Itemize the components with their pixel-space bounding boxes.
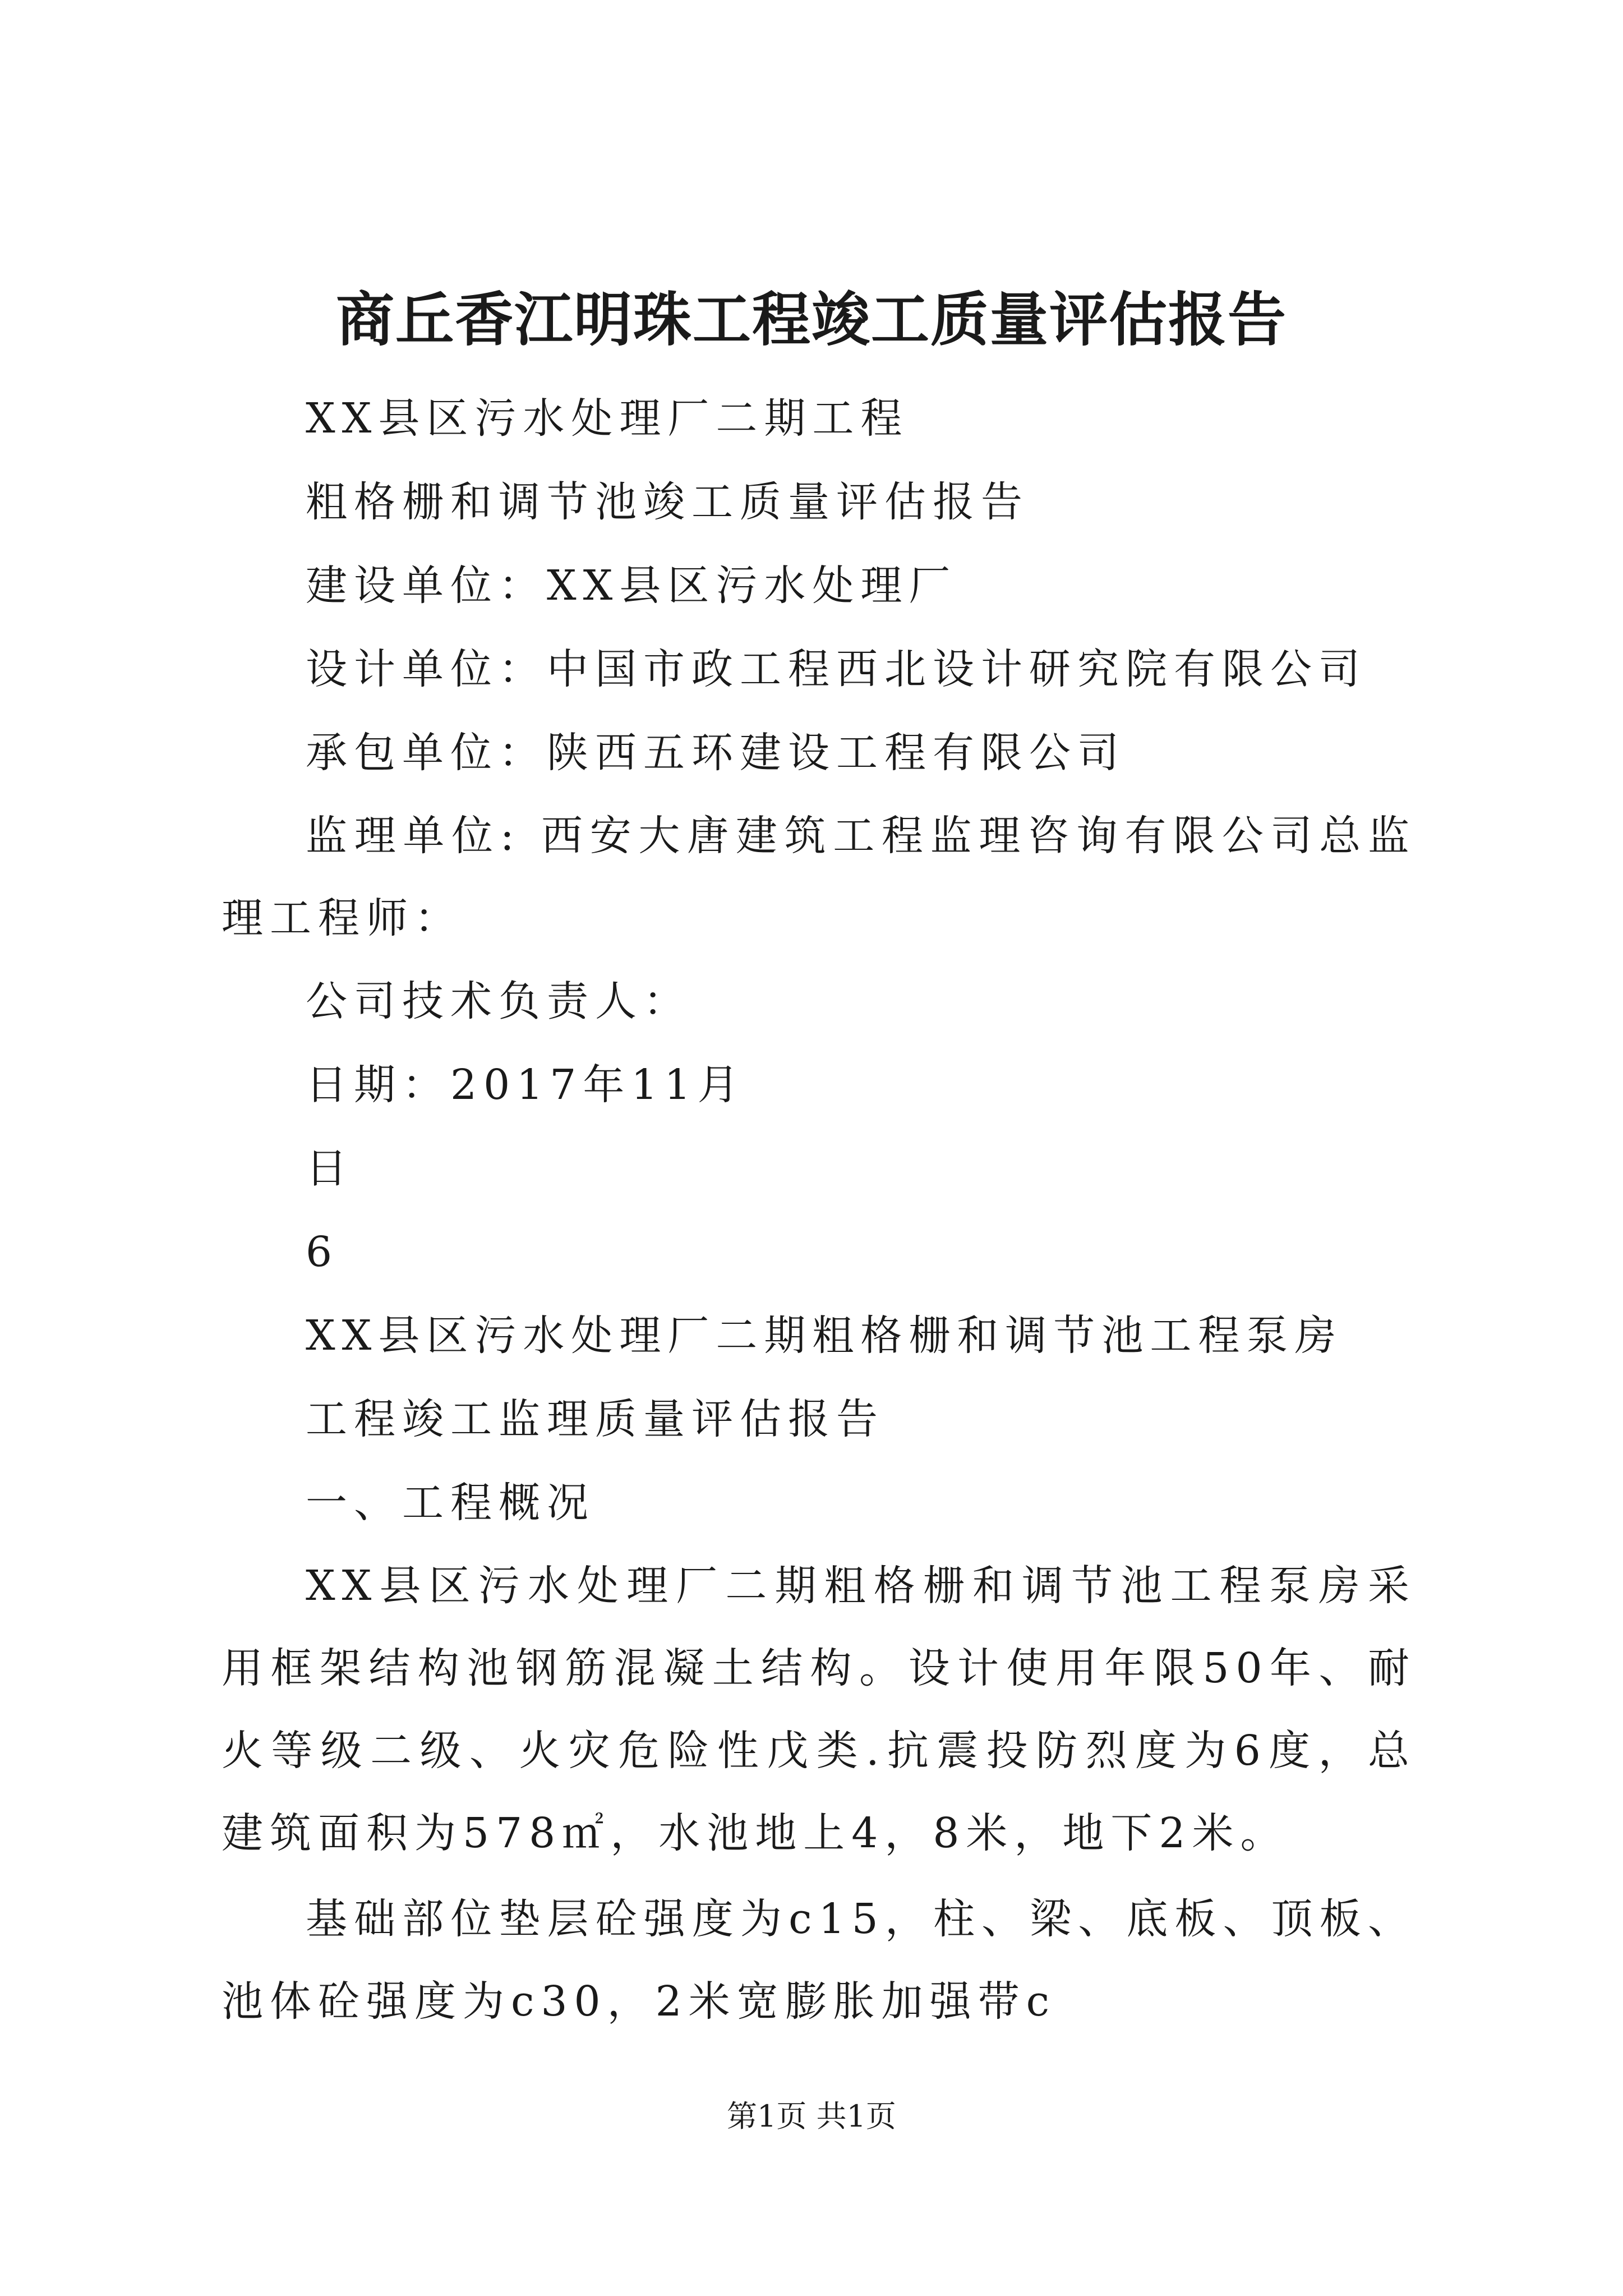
- design-unit-line: 设计单位：中国市政工程西北设计研究院有限公司: [306, 645, 1367, 693]
- document-title: 商丘香江明珠工程竣工质量评估报告: [335, 285, 1287, 354]
- day-line: 日: [306, 1144, 354, 1193]
- project-name-line: XX县区污水处理厂二期工程: [306, 394, 909, 443]
- supervisor-unit-paragraph: 监理单位: 西安大唐建筑工程监理咨询有限公司总监理工程师：: [222, 812, 1416, 942]
- section-project-line: XX县区污水处理厂二期粗格栅和调节池工程泵房: [306, 1312, 1343, 1360]
- technical-lead-line: 公司技术负责人：: [306, 977, 691, 1025]
- overview-paragraph: XX县区污水处理厂二期粗格栅和调节池工程泵房采用框架结构池钢筋混凝土结构。设计使用年限50年、耐火等级二级、火灾危险性戊类.抗震投防烈度为6度，总建筑面积为578㎡，水池地上4，8米，地下2米。: [222, 1562, 1416, 1857]
- foundation-paragraph: 基础部位垫层砼强度为c15，柱、梁、底板、顶板、池体砼强度为c30，2米宽膨胀加强带c: [222, 1895, 1416, 2026]
- number-line: 6: [306, 1228, 339, 1276]
- section-report-line: 工程竣工监理质量评估报告: [306, 1395, 884, 1443]
- page-footer: 第1页 共1页: [727, 2099, 896, 2134]
- contractor-unit-line: 承包单位：陕西五环建设工程有限公司: [306, 729, 1126, 777]
- date-line: 日期：2017年11月: [306, 1061, 746, 1109]
- report-subtitle-line: 粗格栅和调节池竣工质量评估报告: [306, 478, 1029, 526]
- document-body: [222, 377, 1416, 2043]
- section-heading-overview: 一、工程概况: [306, 1479, 595, 1527]
- construction-unit-line: 建设单位：XX县区污水处理厂: [306, 562, 957, 610]
